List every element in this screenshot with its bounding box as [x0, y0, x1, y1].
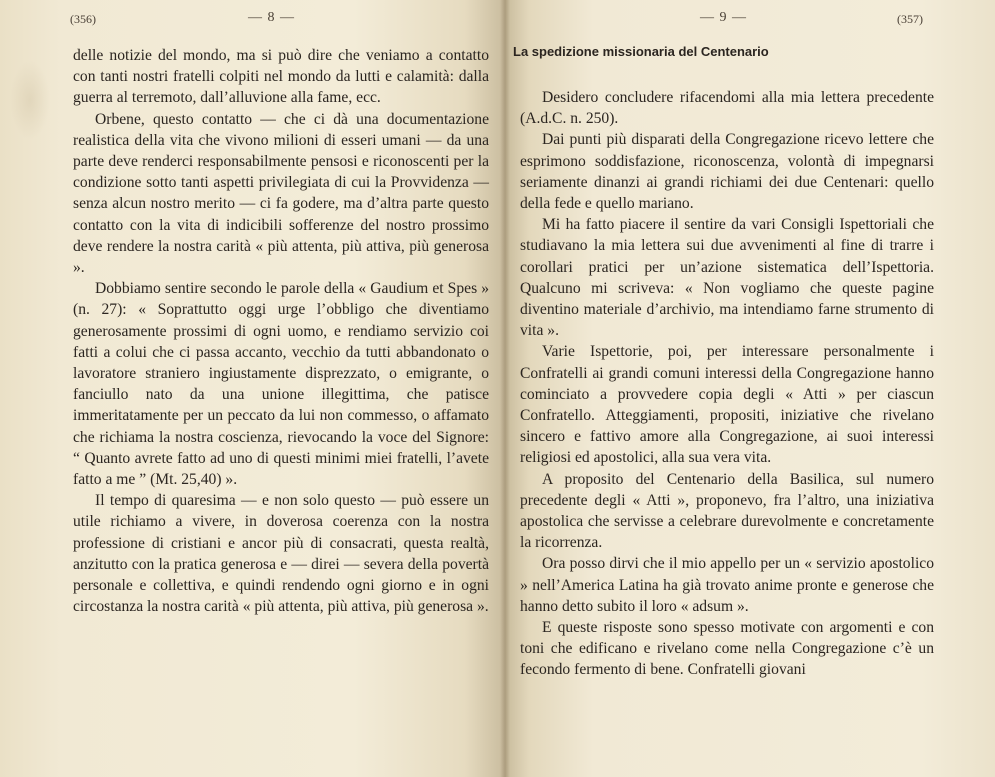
page-number-left: (356): [70, 12, 96, 26]
section-title: La spedizione missionaria del Centenario: [513, 44, 769, 59]
paragraph: A proposito del Centenario della Basilica, sul numero precedente degli « Atti », proponevo, fra l’altro, una iniziativa apostolica che servisse a celebrare durevolmente e concretamente la ricorrenza.: [520, 470, 934, 552]
page-number-right: (357): [897, 12, 923, 26]
paragraph: Mi ha fatto piacere il sentire da vari Consigli Ispettoriali che studiavano la mia lettera sui due avvenimenti al fine di trarre i corollari pratici per un’azione sistematica dell’Ispettoria. Qualcuno mi scriveva: « Non vogliamo che queste pagine diventino materiale d’archivio, ma intendiamo farne strumento di vita ».: [520, 216, 934, 340]
folio-right: — 9 —: [700, 10, 747, 25]
paragraph: E queste risposte sono spesso motivate con argomenti e con toni che edificano e rivelano come nella Congregazione c’è un fecondo fermento di bene. Confratelli giovani: [520, 619, 934, 679]
paragraph: Varie Ispettorie, poi, per interessare personalmente i Confratelli ai grandi comuni interessi della Congregazione hanno cominciato a provvedere copia degli « Atti » per ciascun Confratello. Atteggiamenti, propositi, iniziative che rivelano sincero e fattivo amore alla Congregazione, ai suoi interessi religiosi ed apostolici, alla sua vera vita.: [520, 343, 934, 467]
paragraph: Dobbiamo sentire secondo le parole della « Gaudium et Spes » (n. 27): « Soprattutto oggi urge l’obbligo che diventiamo generosamente prossimi di ogni uomo, e rendiamo servizio coi fatti a colui che ci passa accanto, vecchio da tutti abbandonato o lavoratore straniero ingiustamente disprezzato, o emigrante, o fanciullo nato da una unione illegittima, che patisce immeritatamente per un peccato da lui non commesso, o affamato che richiama la nostra coscienza, rievocando la voce del Signore: “ Quanto avrete fatto ad uno di questi minimi miei fratelli, l’avete fatto a me ” (Mt. 25,40) ».: [73, 280, 489, 489]
paragraph: Desidero concludere rifacendomi alla mia lettera precedente (A.d.C. n. 250).: [520, 89, 934, 128]
paragraph: Il tempo di quaresima — e non solo questo — può essere un utile richiamo a vivere, in doverosa coerenza con la nostra professione di cristiani e ancor più di consacrati, questa realtà, anzitutto con la pratica generosa e — direi — severa della povertà personale e collettiva, e quindi rendendo ogni giorno e in ogni circostanza la nostra carità « più attenta, più attiva, più generosa ».: [73, 492, 489, 616]
paragraph: Orbene, questo contatto — che ci dà una documentazione realistica della vita che vivono milioni di esseri umani — da una parte deve renderci responsabilmente pensosi e riconoscenti per la condizione sotto tanti aspetti privilegiata di cui la Provvidenza — senza alcun nostro merito — ci fa godere, ma d’altra parte questo contatto con la vita di indicibili sofferenze del nostro prossimo deve rendere la nostra carità « più attenta, più attiva, più generosa ».: [73, 110, 489, 277]
paragraph: Ora posso dirvi che il mio appello per un « servizio apostolico » nell’America Latina ha già trovato anime pronte e generose che hanno detto subito il loro « adsum ».: [520, 555, 934, 615]
folio-left: — 8 —: [248, 10, 295, 25]
paragraph: delle notizie del mondo, ma si può dire che veniamo a contatto con tanti nostri fratelli colpiti nel mondo da lutti e calamità: dalla guerra al terremoto, dall’alluvione alla fame, ecc.: [73, 47, 489, 107]
right-page-body: [520, 87, 934, 681]
left-page-body: [73, 45, 489, 617]
right-page: [505, 0, 995, 777]
book-gutter: [500, 0, 510, 777]
paper-stain: [10, 60, 50, 140]
paragraph: Dai punti più disparati della Congregazione ricevo lettere che esprimono soddisfazione, riconoscenza, volontà di impegnarsi seriamente dinanzi ai grandi richiami dei due Centenari: quello della fede e quello mariano.: [520, 131, 934, 213]
